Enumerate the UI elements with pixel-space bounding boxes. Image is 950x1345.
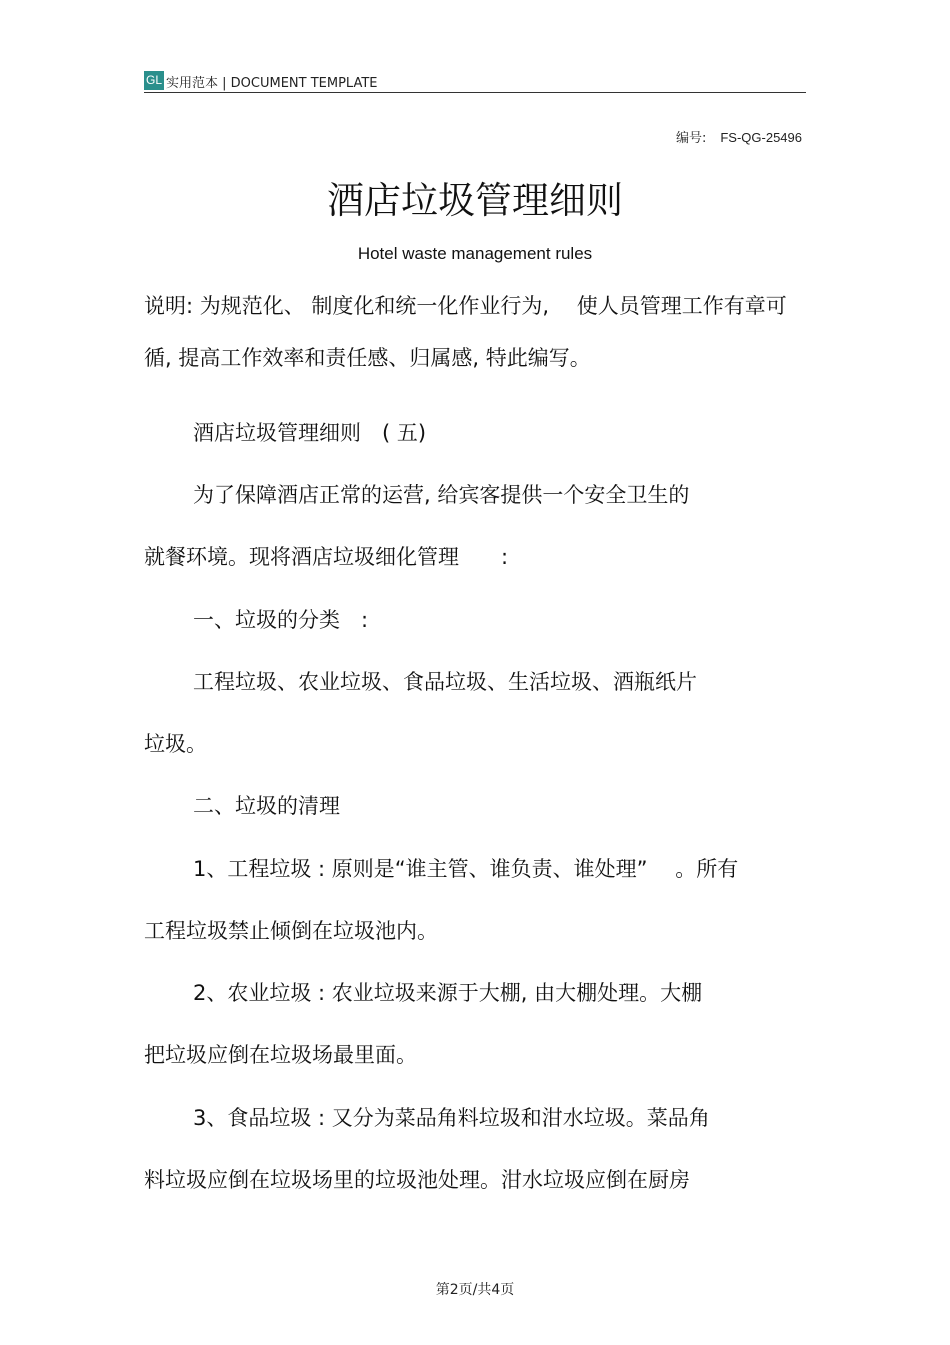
document-number-label: 编号: [675,131,707,146]
page-header [144,70,806,93]
page-footer: 第2页/共4页 [435,1282,515,1298]
body-line: 就餐环境。现将酒店垃圾细化管理 : [144,545,509,569]
gl-logo: GL [144,71,164,90]
document-subtitle: Hotel waste management rules [357,244,593,263]
body-line: 料垃圾应倒在垃圾场里的垃圾池处理。泔水垃圾应倒在厨房 [144,1168,690,1192]
body-line: 说明: 为规范化、 制度化和统一化作业行为, 使人员管理工作有章可 [144,294,787,318]
header-label: 实用范本 | DOCUMENT TEMPLATE [166,76,378,91]
body-line: 1、工程垃圾 : 原则是“谁主管、谁负责、谁处理” 。所有 [193,857,739,881]
body-line: 垃圾。 [144,732,207,756]
section-heading: 酒店垃圾管理细则 ( 五) [193,421,427,445]
document-number [676,127,802,146]
body-line: 二、垃圾的清理 [193,794,340,818]
document-number-value: FS-QG-25496 [720,130,802,145]
body-line: 3、食品垃圾 : 又分为菜品角料垃圾和泔水垃圾。菜品角 [193,1106,710,1130]
body-line: 一、垃圾的分类 : [193,608,369,632]
document-title: 酒店垃圾管理细则 [327,179,623,222]
body-line: 循, 提高工作效率和责任感、归属感, 特此编写。 [144,346,591,370]
body-line: 工程垃圾、农业垃圾、食品垃圾、生活垃圾、酒瓶纸片 [193,670,697,694]
body-line: 工程垃圾禁止倾倒在垃圾池内。 [144,919,438,943]
body-line: 把垃圾应倒在垃圾场最里面。 [144,1043,417,1067]
body-line: 2、农业垃圾 : 农业垃圾来源于大棚, 由大棚处理。大棚 [193,981,703,1005]
body-line: 为了保障酒店正常的运营, 给宾客提供一个安全卫生的 [193,483,690,507]
